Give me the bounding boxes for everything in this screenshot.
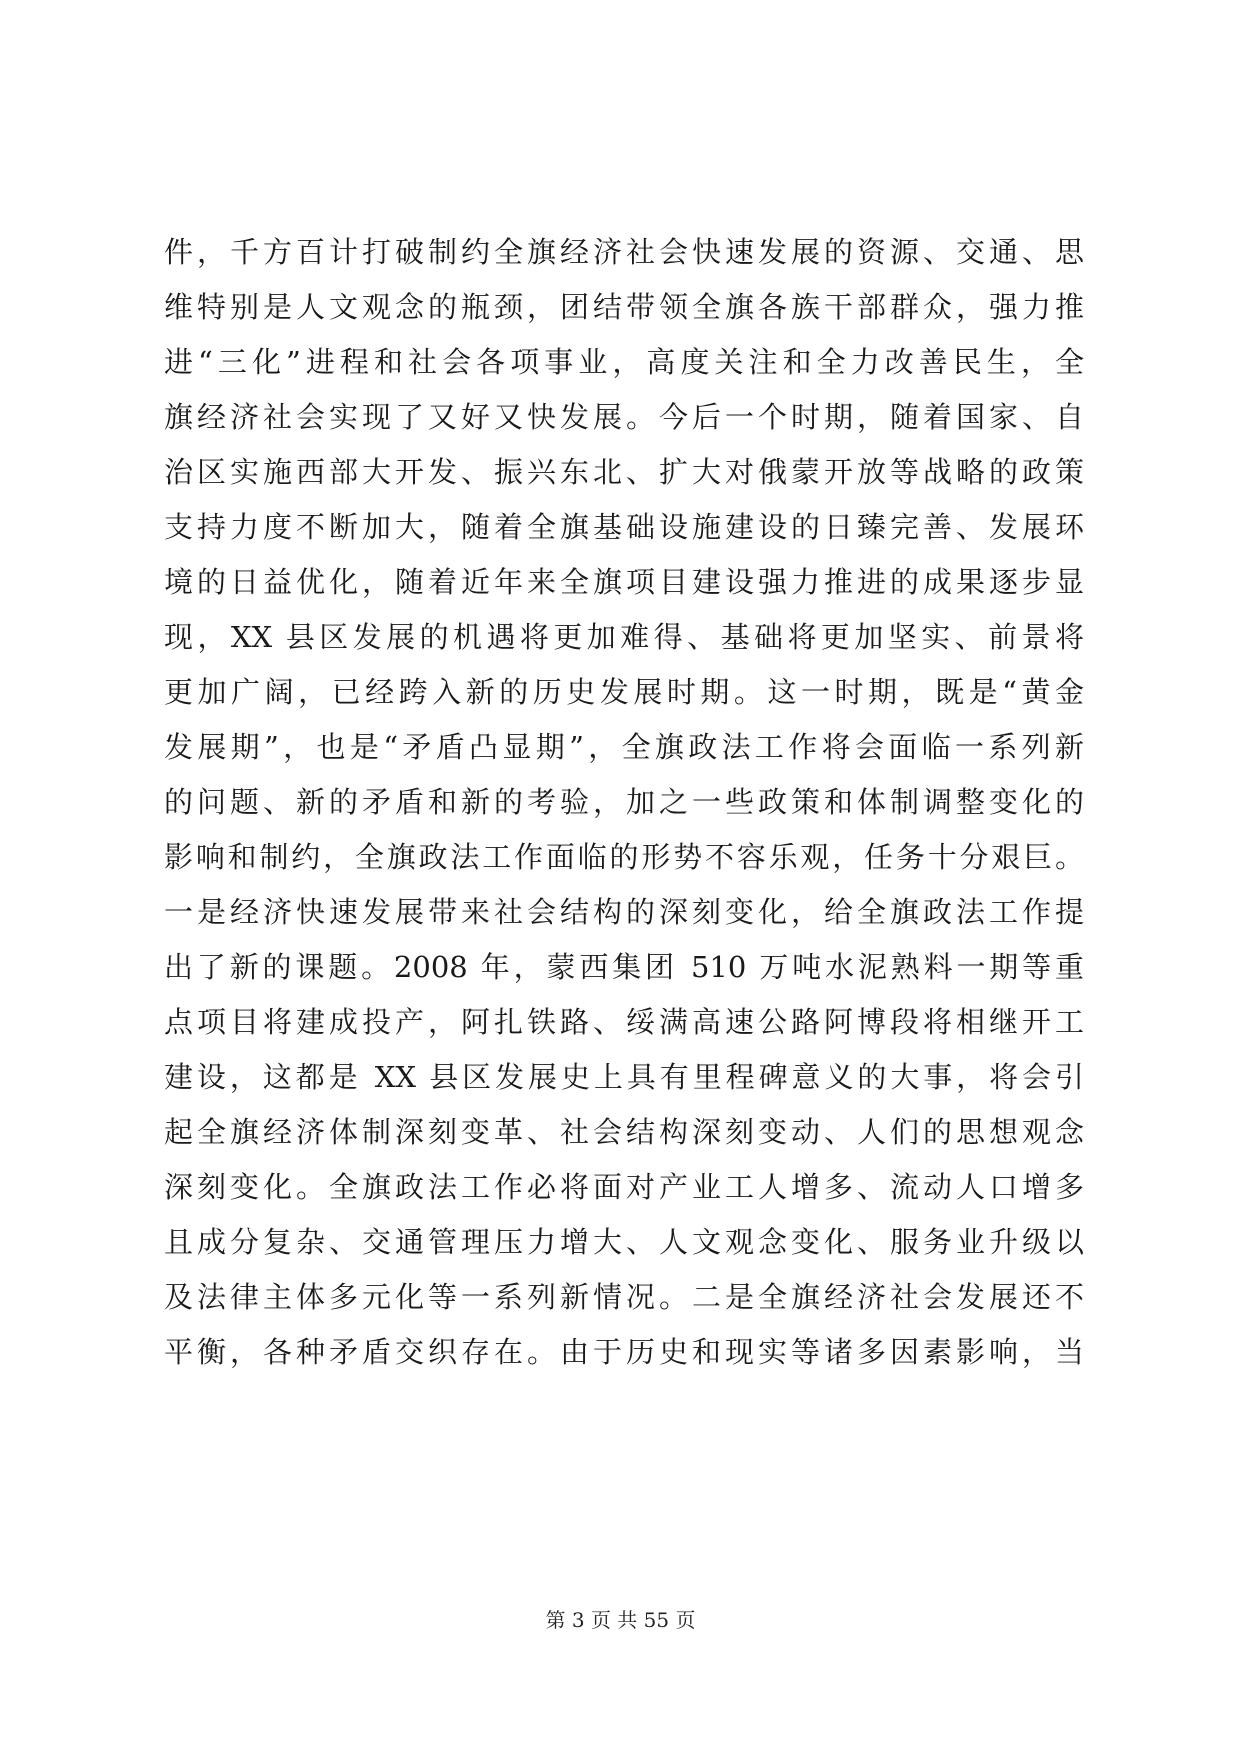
text-line: 且成分复杂、交通管理压力增大、人文观念变化、服务业升级以: [164, 1225, 1084, 1259]
text-line: 境的日益优化，随着近年来全旗项目建设强力推进的成果逐步显: [164, 565, 1084, 599]
text-line: 一是经济快速发展带来社会结构的深刻变化，给全旗政法工作提: [164, 895, 1084, 929]
text-line: 影响和制约，全旗政法工作面临的形势不容乐观，任务十分艰巨。: [164, 840, 1084, 874]
text-line: 现，XX 县区发展的机遇将更加难得、基础将更加坚实、前景将: [164, 620, 1084, 654]
text-line: 深刻变化。全旗政法工作必将面对产业工人增多、流动人口增多: [164, 1170, 1084, 1204]
text-line: 维特别是人文观念的瓶颈，团结带领全旗各族干部群众，强力推: [164, 290, 1084, 324]
page-number-label: 第 3 页 共 55 页: [545, 1608, 696, 1632]
text-line: 件，千方百计打破制约全旗经济社会快速发展的资源、交通、思: [164, 235, 1084, 269]
text-line: 及法律主体多元化等一系列新情况。二是全旗经济社会发展还不: [164, 1280, 1084, 1314]
text-line: 起全旗经济体制深刻变革、社会结构深刻变动、人们的思想观念: [164, 1115, 1084, 1149]
text-line: 发展期”，也是“矛盾凸显期”，全旗政法工作将会面临一系列新: [164, 730, 1084, 764]
text-line: 旗经济社会实现了又好又快发展。今后一个时期，随着国家、自: [164, 400, 1084, 434]
text-line: 出了新的课题。2008 年，蒙西集团 510 万吨水泥熟料一期等重: [164, 950, 1084, 984]
text-line: 建设，这都是 XX 县区发展史上具有里程碑意义的大事，将会引: [164, 1060, 1084, 1094]
text-line: 的问题、新的矛盾和新的考验，加之一些政策和体制调整变化的: [164, 785, 1084, 819]
text-line: 支持力度不断加大，随着全旗基础设施建设的日臻完善、发展环: [164, 510, 1084, 544]
text-line: 点项目将建成投产，阿扎铁路、绥满高速公路阿博段将相继开工: [164, 1005, 1084, 1039]
text-line: 进“三化”进程和社会各项事业，高度关注和全力改善民生，全: [164, 345, 1084, 379]
text-line: 更加广阔，已经跨入新的历史发展时期。这一时期，既是“黄金: [164, 675, 1084, 709]
page-footer: [0, 1607, 1241, 1633]
text-line: 平衡，各种矛盾交织存在。由于历史和现实等诸多因素影响，当: [164, 1335, 1084, 1369]
text-line: 治区实施西部大开发、振兴东北、扩大对俄蒙开放等战略的政策: [164, 455, 1084, 489]
body-text: [164, 225, 1084, 1380]
